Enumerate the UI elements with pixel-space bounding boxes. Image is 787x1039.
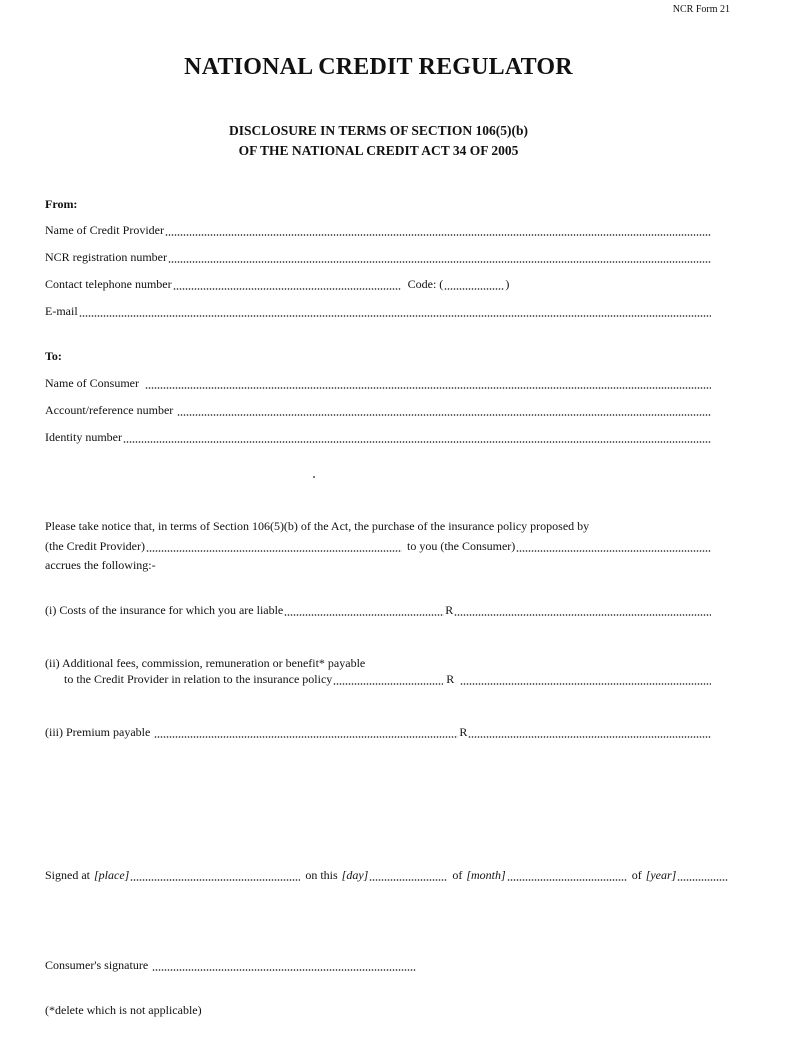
additional-fees-amount-line[interactable]	[460, 683, 711, 685]
month-line[interactable]	[507, 879, 627, 881]
identity-number-field[interactable]	[45, 430, 712, 446]
notice-line-2[interactable]	[45, 539, 712, 555]
consumer-line[interactable]	[516, 550, 711, 552]
signed-at-label: Signed at	[45, 868, 90, 882]
day-label: [day]	[341, 868, 369, 882]
premium-payable-label: (iii) Premium payable	[45, 725, 151, 739]
code-close: )	[505, 277, 510, 291]
premium-payable-amount-line[interactable]	[468, 736, 711, 738]
place-label: [place]	[94, 868, 130, 882]
consumer-signature-line[interactable]	[152, 969, 416, 971]
day-line[interactable]	[369, 879, 447, 881]
insurance-costs-label: (i) Costs of the insurance for which you are liable	[45, 603, 284, 617]
subtitle-line-1: DISCLOSURE IN TERMS OF SECTION 106(5)(b)	[229, 123, 528, 138]
of-year-label: of	[631, 868, 642, 882]
subtitle-line-2: OF THE NATIONAL CREDIT ACT 34 OF 2005	[238, 143, 519, 158]
place-line[interactable]	[130, 879, 300, 881]
of-month-label: of	[452, 868, 463, 882]
from-heading: From:	[45, 197, 78, 211]
year-label: [year]	[645, 868, 677, 882]
additional-fees-line[interactable]	[333, 683, 443, 685]
phone-label: Contact telephone number	[45, 277, 172, 291]
month-label: [month]	[466, 868, 506, 882]
footnote: (*delete which is not applicable)	[45, 1003, 202, 1017]
consumer-label: to you (the Consumer)	[406, 539, 516, 553]
consumer-name-label: Name of Consumer	[45, 376, 139, 390]
account-reference-line[interactable]	[177, 414, 711, 416]
ncr-registration-line[interactable]	[168, 261, 711, 263]
on-this-label: on this	[305, 868, 338, 882]
insurance-costs-field[interactable]	[45, 603, 712, 619]
account-reference-field[interactable]	[45, 403, 712, 419]
consumer-signature-field[interactable]	[45, 958, 417, 974]
ncr-registration-field[interactable]	[45, 250, 712, 266]
year-line[interactable]	[677, 879, 728, 881]
email-field[interactable]	[45, 304, 712, 320]
email-line[interactable]	[79, 315, 711, 317]
additional-fees-field[interactable]	[64, 672, 712, 688]
signed-at-field[interactable]	[45, 868, 729, 884]
to-heading: To:	[45, 349, 62, 363]
credit-provider-line[interactable]	[146, 550, 402, 552]
provider-name-line[interactable]	[165, 234, 711, 236]
credit-provider-label: (the Credit Provider)	[45, 539, 145, 553]
premium-payable-field[interactable]	[45, 725, 712, 741]
notice-line-1: Please take notice that, in terms of Section 106(5)(b) of the Act, the purchase of the insurance policy proposed by	[45, 519, 590, 533]
phone-field[interactable]	[45, 277, 712, 293]
insurance-costs-amount-line[interactable]	[454, 614, 711, 616]
provider-name-label: Name of Credit Provider	[45, 223, 164, 237]
phone-line[interactable]	[173, 288, 401, 290]
form-subtitle	[0, 121, 757, 161]
consumer-name-line[interactable]	[145, 387, 711, 389]
code-line[interactable]	[444, 288, 504, 290]
ncr-registration-label: NCR registration number	[45, 250, 167, 264]
consumer-name-field[interactable]	[45, 376, 712, 392]
page-title: NATIONAL CREDIT REGULATOR	[184, 54, 573, 80]
premium-payable-line[interactable]	[154, 736, 458, 738]
account-reference-label: Account/reference number	[45, 403, 174, 417]
provider-name-field[interactable]	[45, 223, 712, 239]
form-number: NCR Form 21	[672, 4, 730, 15]
notice-line-3: accrues the following:-	[45, 558, 156, 572]
consumer-signature-label: Consumer's signature	[45, 958, 149, 972]
identity-number-label: Identity number	[45, 430, 122, 444]
scan-speck	[313, 476, 315, 478]
email-label: E-mail	[45, 304, 78, 318]
additional-fees-currency: R	[446, 672, 455, 686]
code-label: Code: (	[407, 277, 444, 291]
insurance-costs-line[interactable]	[284, 614, 444, 616]
identity-number-line[interactable]	[123, 441, 711, 443]
additional-fees-line-1: (ii) Additional fees, commission, remuneration or benefit* payable	[45, 656, 366, 670]
additional-fees-line-2: to the Credit Provider in relation to the insurance policy	[64, 672, 333, 686]
insurance-costs-currency: R	[445, 603, 454, 617]
premium-payable-currency: R	[459, 725, 468, 739]
